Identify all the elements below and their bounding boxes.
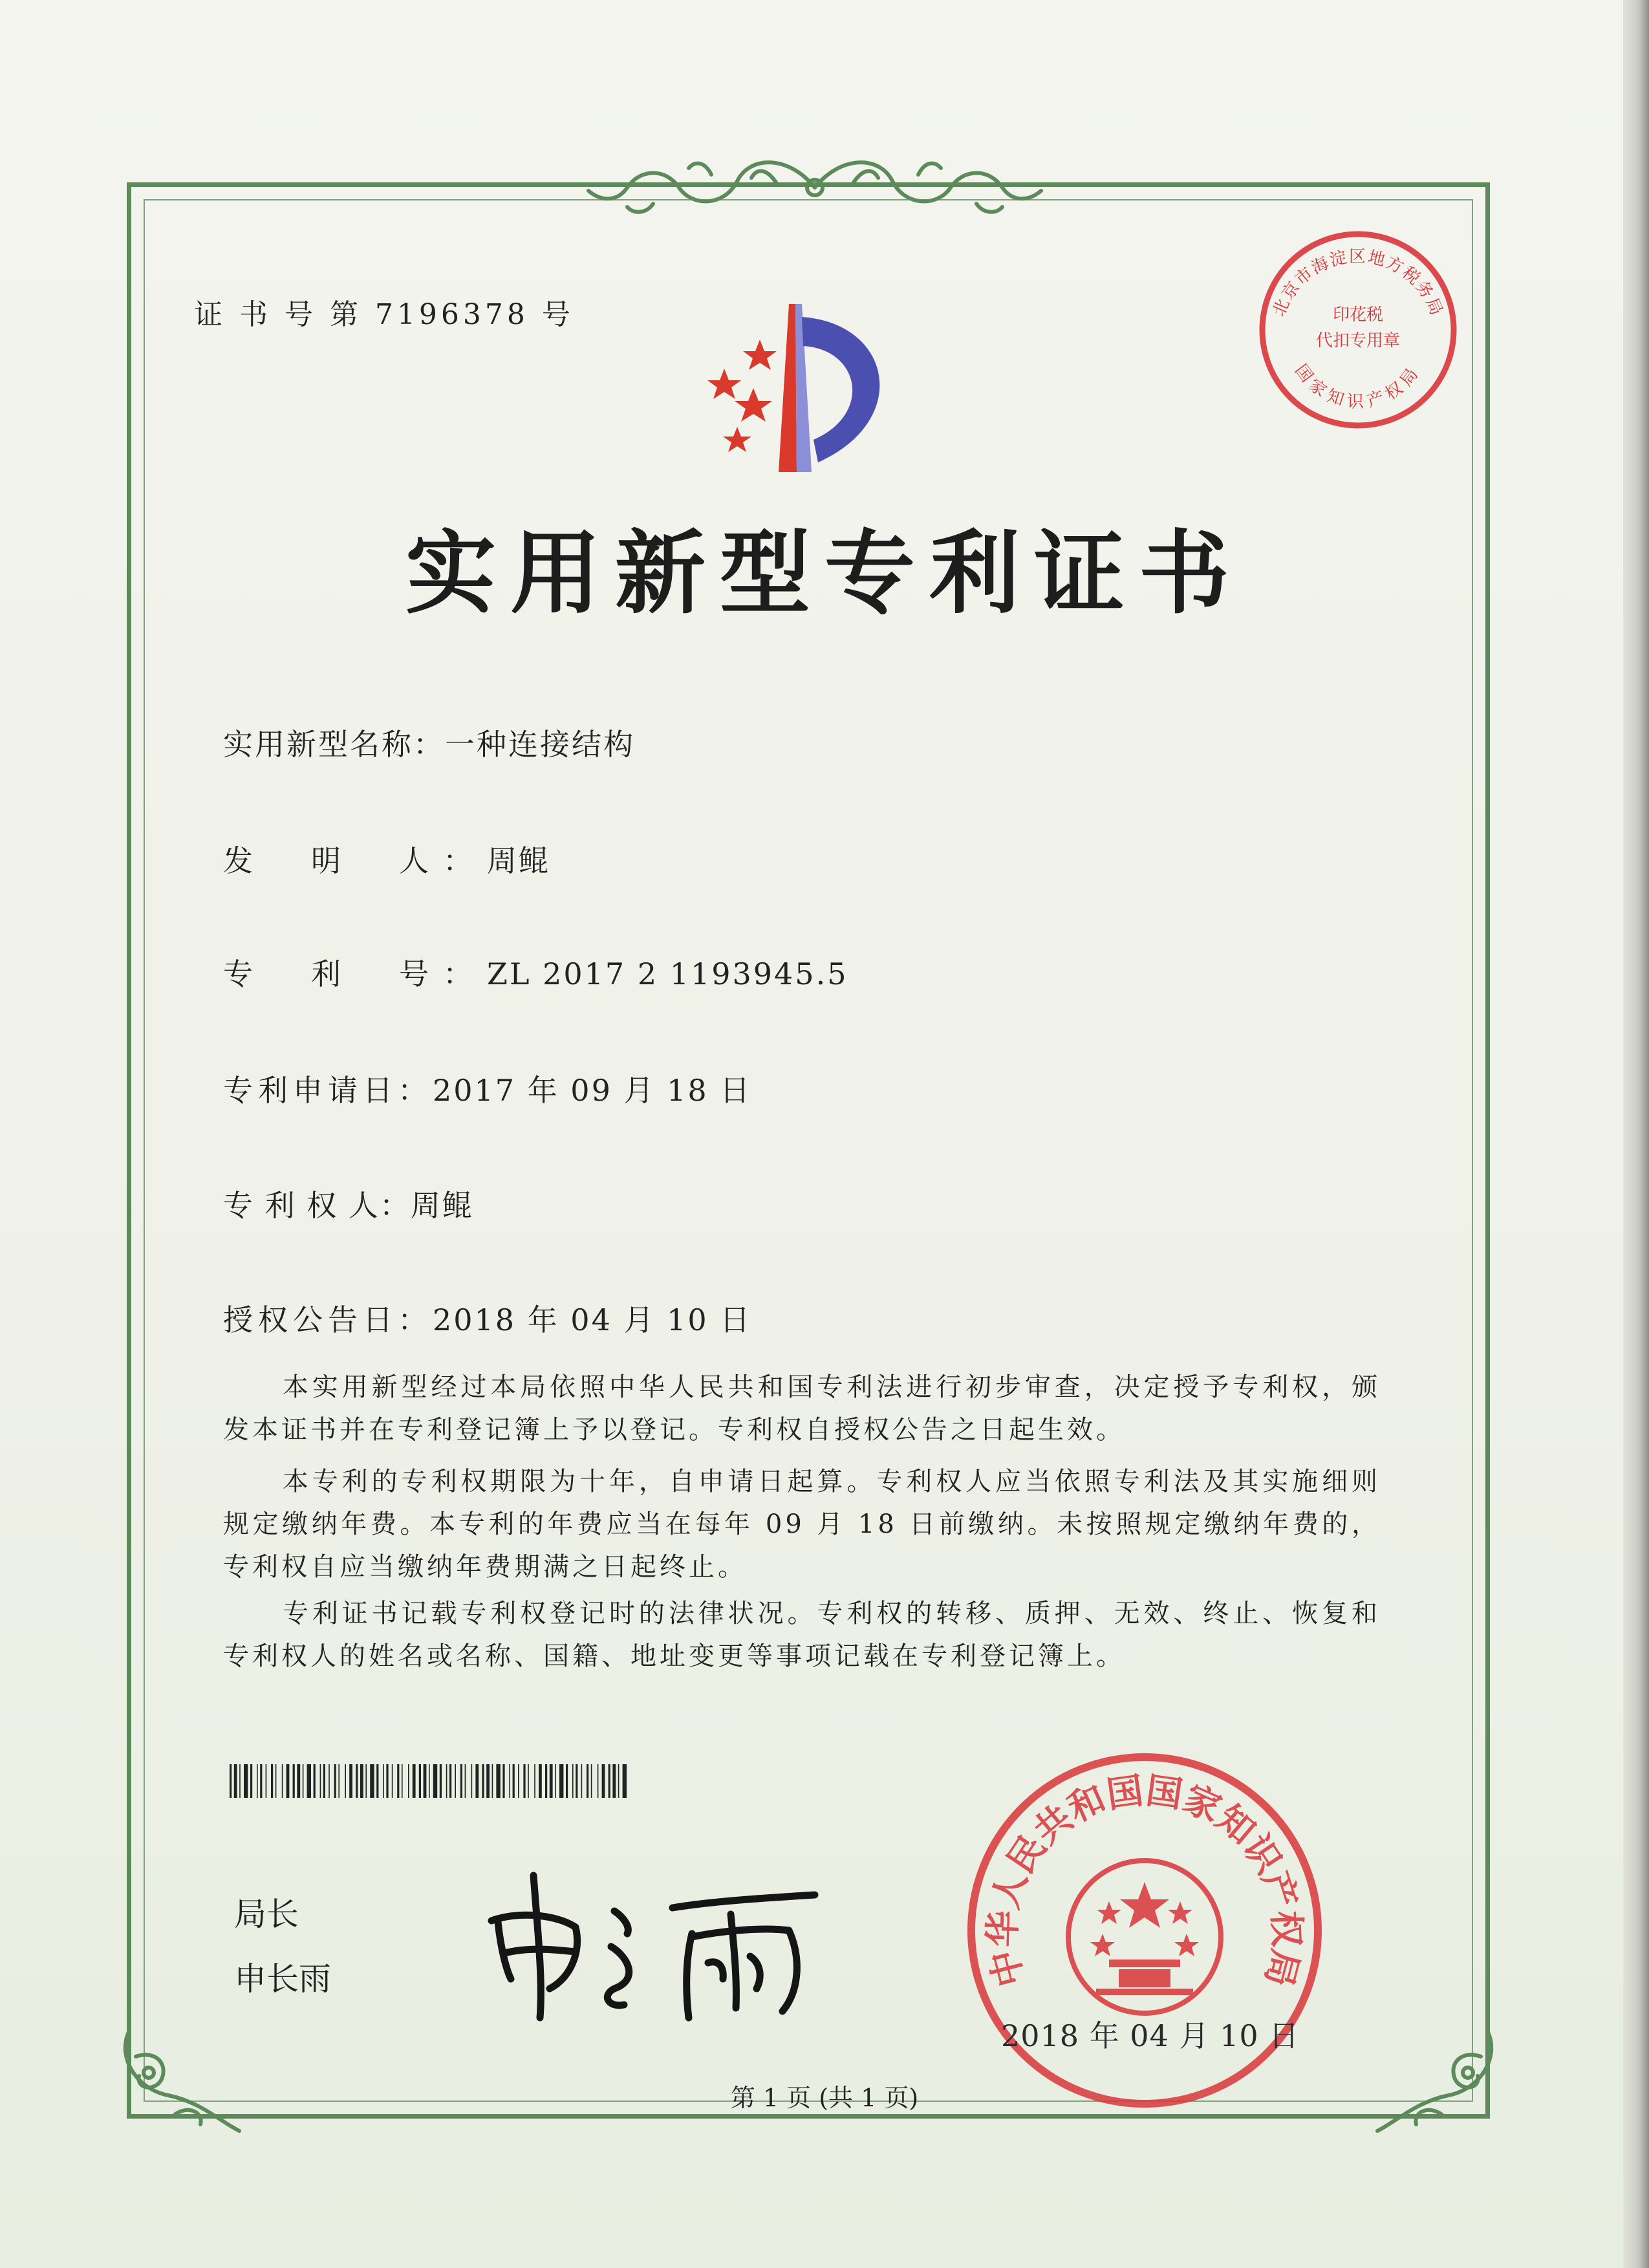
patent-number-row (223, 951, 848, 993)
tax-seal-inner-line1: 印花税 (1332, 305, 1384, 325)
field-label: 发 明 人： (223, 843, 487, 878)
national-emblem-icon (1068, 1861, 1221, 2013)
field-value: 周鲲 (410, 1188, 474, 1223)
field-label: 实用新型名称： (223, 727, 445, 762)
tax-seal-outer-text: 北京市海淀区地方税务局 (1269, 247, 1447, 319)
director-name: 申长雨 (234, 1960, 331, 1998)
tax-seal-stamp (1251, 223, 1465, 437)
barcode (230, 1764, 627, 1798)
inventor-row (223, 837, 550, 880)
director-signature (479, 1850, 841, 2024)
page-number: 第 1 页 (共 1 页) (730, 2084, 919, 2112)
certificate-number: 证 书 号 第 7196378 号 (194, 298, 574, 331)
page-edge-shadow (1623, 0, 1649, 2268)
paragraph-grant: 本实用新型经过本局依照中华人民共和国专利法进行初步审查，决定授予专利权，颁发本证书并在专利登记簿上予以登记。专利权自授权公告之日起生效。 (223, 1372, 1381, 1445)
patentee-row (223, 1182, 474, 1225)
director-title: 局长 (234, 1895, 299, 1933)
grant-announcement-date-row (223, 1297, 751, 1339)
field-value: 周鲲 (487, 843, 550, 878)
tax-seal-inner-line2: 代扣专用章 (1315, 331, 1401, 351)
application-date-row (223, 1067, 751, 1110)
field-value: 一种连接结构 (445, 727, 635, 762)
field-label: 专 利 权 人： (223, 1188, 411, 1223)
official-seal-stamp (964, 1749, 1326, 2111)
utility-model-name-row (223, 721, 635, 764)
paragraph-legal-status: 专利证书记载专利权登记时的法律状况。专利权的转移、质押、无效、终止、恢复和专利权人的姓名或名称、国籍、地址变更等事项记载在专利登记簿上。 (223, 1599, 1381, 1671)
field-value: 2017 年 09 月 18 日 (433, 1073, 752, 1108)
field-label: 专利申请日： (223, 1073, 433, 1108)
grant-date: 2018 年 04 月 10 日 (1001, 2018, 1300, 2053)
field-label: 专 利 号： (223, 956, 487, 991)
official-seal-text: 中华人民共和国国家知识产权局 (982, 1769, 1308, 1991)
field-value: 2018 年 04 月 10 日 (433, 1302, 752, 1337)
top-ornament (582, 142, 1048, 226)
field-label: 授权公告日： (223, 1302, 433, 1337)
patent-office-logo-icon (698, 291, 931, 479)
svg-text:国家知识产权局 (1291, 361, 1425, 411)
certificate-title: 实用新型专利证书 (405, 521, 1244, 627)
tax-seal-bottom-text: 国家知识产权局 (1291, 361, 1425, 412)
field-value: ZL 2017 2 1193945.5 (487, 956, 848, 991)
paragraph-term: 本专利的专利权期限为十年，自申请日起算。专利权人应当依照专利法及其实施细则规定缴纳年费。本专利的年费应当在每年 09 月 18 日前缴纳。未按照规定缴纳年费的，专利权自应当缴纳年费期满之日起终止。 (223, 1467, 1381, 1582)
